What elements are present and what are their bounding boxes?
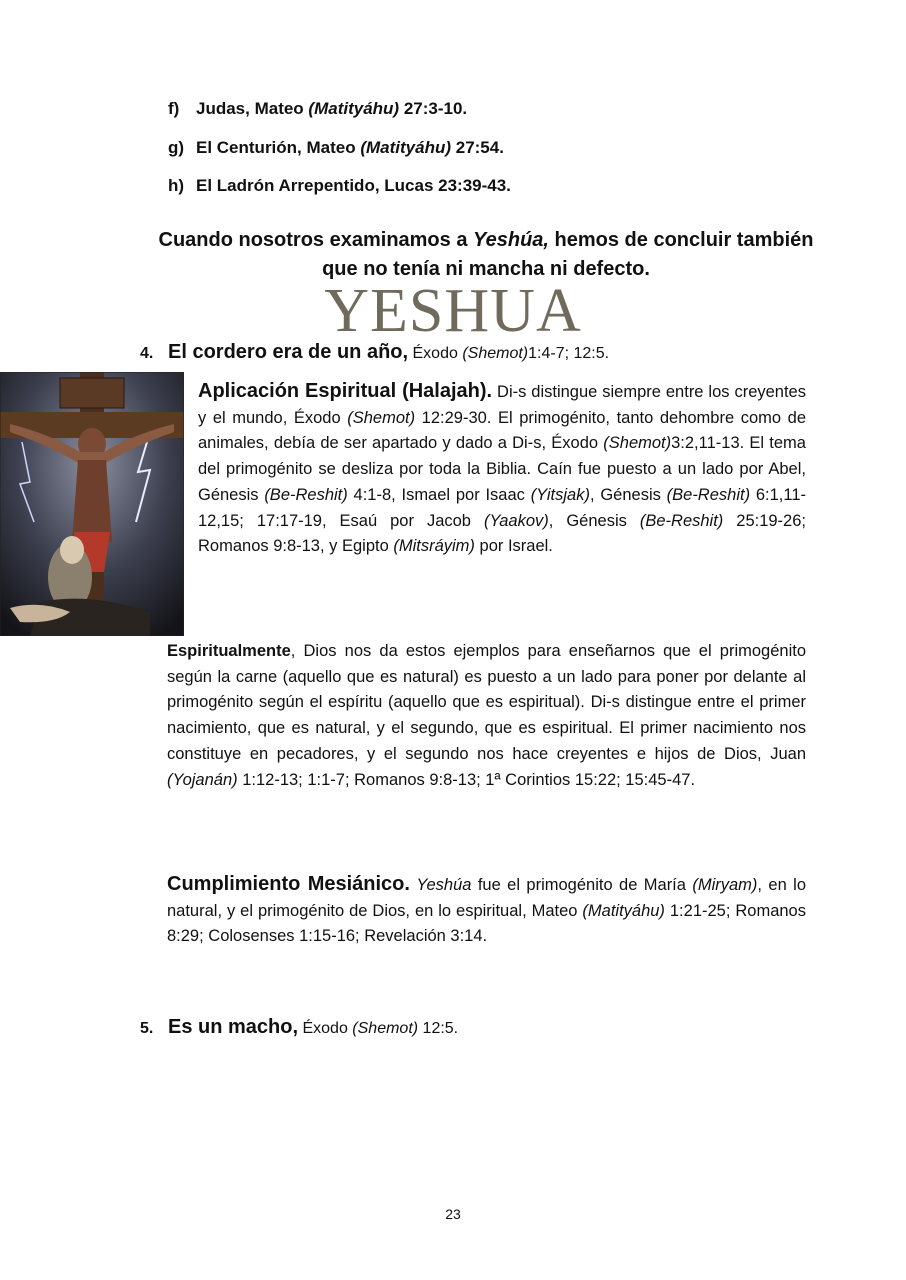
item-number: 5. <box>140 1020 154 1037</box>
central-statement: Cuando nosotros examinamos a Yeshúa, hemos de concluir también que no tenía ni mancha ni defecto. <box>158 229 814 280</box>
list-item-g: g) El Centurión, Mateo (Matityáhu) 27:54. <box>168 138 504 157</box>
espiritualmente-paragraph: Espiritualmente, Dios nos da estos ejemplos para enseñarnos que el primogénito según la carne (aquello que es natural) es puesto a un lado para poner por delante al primogénito según el espíritu (aquello que es espiritual). Di-s distingue entre el primer nacimiento, que es natural, y el segundo, que es espiritual. El primer nacimiento nos constituye en pecadores, y el segundo nos hace creyentes e hijos de Dios, Juan (Yojanán) 1:12-13; 1:1-7; Romanos 9:8-13; 1ª Corintios 15:22; 15:45-47. <box>167 642 806 789</box>
list-letter: f) <box>168 99 180 118</box>
item-5-heading: 5. Es un macho, Éxodo (Shemot) 12:5. <box>140 1016 459 1038</box>
aplicacion-espiritual-paragraph: Aplicación Espiritual (Halajah). Di-s distingue siempre entre los creyentes y el mundo, Éxodo (Shemot) 12:29-30. El primogénito, tanto dehombre como de animales, debía de ser apartado y dado a Di-s, Éxodo (Shemot)3:2,11-13. El tema del primogénito se desliza por toda la Biblia. Caín fue puesto a un lado por Abel, Génesis (Be-Reshit) 4:1-8, Ismael por Isaac (Yitsjak), Génesis (Be-Reshit) 6:1,11-12,15; 17:17-19, Esaú por Jacob (Yaakov), Génesis (Be-Reshit) 25:19-26; Romanos 9:8-13, y Egipto (Mitsráyim) por Israel. <box>198 380 806 556</box>
list-letter: h) <box>168 176 185 195</box>
espiritualmente-lead: Espiritualmente <box>167 642 291 660</box>
aplicacion-heading: Aplicación Espiritual (Halajah). <box>198 380 493 402</box>
yeshua-title: YESHUA <box>324 277 582 345</box>
list-item-f: f) Judas, Mateo (Matityáhu) 27:3-10. <box>168 99 468 118</box>
item-4-heading: 4. El cordero era de un año, Éxodo (Shemot)1:4-7; 12:5. <box>140 341 610 363</box>
item-number: 4. <box>140 345 154 362</box>
crucifixion-illustration <box>0 372 184 636</box>
cumplimiento-heading: Cumplimiento Mesiánico. <box>167 873 410 895</box>
cumplimiento-mesianico-paragraph: Cumplimiento Mesiánico. Yeshúa fue el primogénito de María (Miryam), en lo natural, y el primogénito de Dios, en lo espiritual, Mateo (Matityáhu) 1:21-25; Romanos 8:29; Colosenses 1:15-16; Revelación 3:14. <box>167 873 806 946</box>
list-letter: g) <box>168 138 185 157</box>
list-item-h: h) El Ladrón Arrepentido, Lucas 23:39-43. <box>168 176 511 195</box>
page-number: 23 <box>445 1206 461 1222</box>
